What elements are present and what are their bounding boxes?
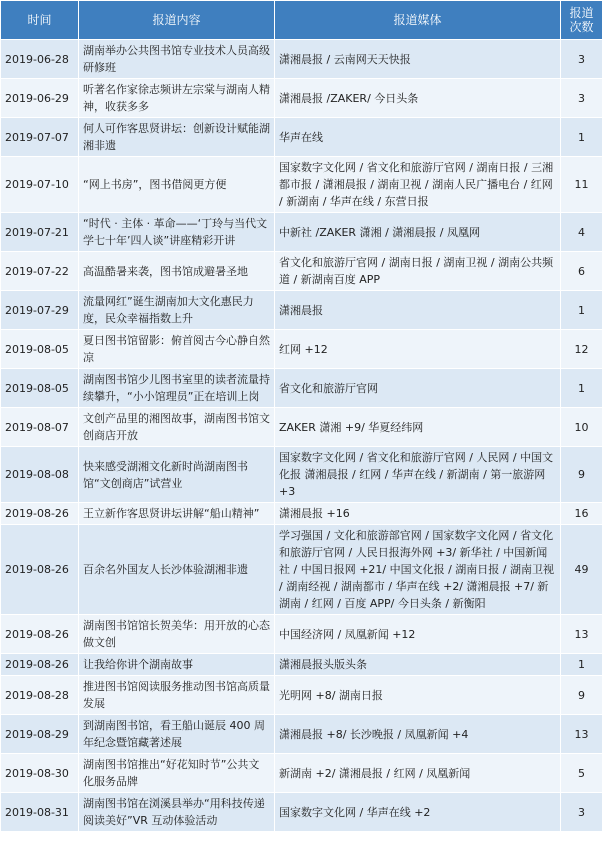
count-cell: 16 [561,503,602,525]
count-cell: 13 [561,615,602,654]
media-cell: ZAKER 潇湘 +9/ 华夏经纬网 [275,408,561,447]
media-cell: 潇湘晨报 /ZAKER/ 今日头条 [275,79,561,118]
count-cell: 1 [561,291,602,330]
count-cell: 12 [561,330,602,369]
date-cell: 2019-08-30 [1,754,79,793]
media-cell: 省文化和旅游厅官网 [275,369,561,408]
media-cell: 中国经济网 / 凤凰新闻 +12 [275,615,561,654]
table-row [1,157,602,213]
content-cell: 文创产品里的湘图故事，湖南图书馆文创商店开放 [79,408,275,447]
content-cell: 湖南图书馆馆长贺美华：用开放的心态做文创 [79,615,275,654]
count-cell: 5 [561,754,602,793]
table-row [1,676,602,715]
table-row [1,213,602,252]
date-cell: 2019-07-29 [1,291,79,330]
media-cell: 国家数字文化网 / 省文化和旅游厅官网 / 人民网 / 中国文化报 潇湘晨报 / 红网 / 华声在线 / 新湖南 / 第一旅游网 +3 [275,447,561,503]
content-cell: “时代 · 主体 · 革命——‘丁玲与当代文学七十年’四人谈”讲座精彩开讲 [79,213,275,252]
header-row [1,1,602,40]
date-cell: 2019-07-22 [1,252,79,291]
media-cell: 潇湘晨报 / 云南网天天快报 [275,40,561,79]
media-cell: 省文化和旅游厅官网 / 湖南日报 / 湖南卫视 / 湖南公共频道 / 新湖南百度 APP [275,252,561,291]
count-cell: 4 [561,213,602,252]
count-cell: 6 [561,252,602,291]
date-cell: 2019-08-26 [1,615,79,654]
date-cell: 2019-08-08 [1,447,79,503]
date-cell: 2019-08-31 [1,793,79,832]
content-cell: 湖南图书馆推出“好花知时节”公共文化服务品牌 [79,754,275,793]
header-count [561,1,602,40]
count-cell: 11 [561,157,602,213]
media-cell: 国家数字文化网 / 华声在线 +2 [275,793,561,832]
count-cell: 10 [561,408,602,447]
content-cell: 何人可作客思贤讲坛：创新设计赋能湖湘非遗 [79,118,275,157]
table-row [1,525,602,615]
date-cell: 2019-08-07 [1,408,79,447]
content-cell: 流量网红”诞生湖南加大文化惠民力度，民众幸福指数上升 [79,291,275,330]
media-cell: 红网 +12 [275,330,561,369]
count-cell: 9 [561,676,602,715]
content-cell: 百余名外国友人长沙体验湖湘非遗 [79,525,275,615]
header-count-label: 报道 次数 [569,6,594,34]
date-cell: 2019-07-07 [1,118,79,157]
table-row [1,408,602,447]
date-cell: 2019-07-10 [1,157,79,213]
count-cell: 1 [561,654,602,676]
media-cell: 潇湘晨报 +16 [275,503,561,525]
header-content: 报道内容 [79,1,275,40]
content-cell: 夏日图书馆留影：俯首阅古今心静自然凉 [79,330,275,369]
media-cell: 国家数字文化网 / 省文化和旅游厅官网 / 湖南日报 / 三湘都市报 / 潇湘晨报 / 湖南卫视 / 湖南人民广播电台 / 红网 / 新湖南 / 华声在线 / 东营日报 [275,157,561,213]
count-cell: 3 [561,793,602,832]
date-cell: 2019-07-21 [1,213,79,252]
date-cell: 2019-08-05 [1,369,79,408]
table-row [1,754,602,793]
header-date: 时间 [1,1,79,40]
content-cell: 快来感受湖湘文化新时尚湖南图书馆“文创商店”试营业 [79,447,275,503]
content-cell: 推进图书馆阅读服务推动图书馆高质量发展 [79,676,275,715]
content-cell: 到湖南图书馆，看王船山诞辰 400 周年纪念暨馆藏著述展 [79,715,275,754]
table-row [1,503,602,525]
date-cell: 2019-08-05 [1,330,79,369]
media-cell: 光明网 +8/ 湖南日报 [275,676,561,715]
table-row [1,252,602,291]
count-cell: 3 [561,40,602,79]
table-row [1,793,602,832]
table-row [1,715,602,754]
content-cell: 湖南图书馆少儿图书室里的读者流量持续攀升，“小小馆理员”正在培训上岗 [79,369,275,408]
table-row [1,291,602,330]
table-row [1,654,602,676]
table-row [1,369,602,408]
media-cell: 潇湘晨报 [275,291,561,330]
media-cell: 潇湘晨报头版头条 [275,654,561,676]
count-cell: 9 [561,447,602,503]
table-row [1,79,602,118]
date-cell: 2019-08-26 [1,503,79,525]
date-cell: 2019-06-29 [1,79,79,118]
content-cell: 王立新作客思贤讲坛讲解“船山精神” [79,503,275,525]
media-cell: 学习强国 / 文化和旅游部官网 / 国家数字文化网 / 省文化和旅游厅官网 / 人民日报海外网 +3/ 新华社 / 中国新闻社 / 中国日报网 +21/ 中国文化报 / 湖南日报 / 湖南卫视 / 湖南经视 / 湖南都市 / 华声在线 +2/ 潇湘晨报 +7/ 新湖南 / 红网 / 百度 APP/ 今日头条 / 新衡阳 [275,525,561,615]
date-cell: 2019-08-29 [1,715,79,754]
count-cell: 13 [561,715,602,754]
date-cell: 2019-08-28 [1,676,79,715]
media-cell: 潇湘晨报 +8/ 长沙晚报 / 凤凰新闻 +4 [275,715,561,754]
media-cell: 新湖南 +2/ 潇湘晨报 / 红网 / 凤凰新闻 [275,754,561,793]
media-cell: 中新社 /ZAKER 潇湘 / 潇湘晨报 / 凤凰网 [275,213,561,252]
content-cell: 高温酷暑来袭，图书馆成避暑圣地 [79,252,275,291]
table-row [1,40,602,79]
header-media: 报道媒体 [275,1,561,40]
media-cell: 华声在线 [275,118,561,157]
content-cell: 湖南图书馆在浏溪县举办“用科技传递阅读美好”VR 互动体验活动 [79,793,275,832]
date-cell: 2019-08-26 [1,654,79,676]
table-row [1,118,602,157]
content-cell: 让我给你讲个湖南故事 [79,654,275,676]
count-cell: 3 [561,79,602,118]
table-row [1,447,602,503]
count-cell: 49 [561,525,602,615]
content-cell: 听著名作家徐志频讲左宗棠与湖南人精神，收获多多 [79,79,275,118]
count-cell: 1 [561,369,602,408]
table-row [1,330,602,369]
date-cell: 2019-06-28 [1,40,79,79]
count-cell: 1 [561,118,602,157]
table-row [1,615,602,654]
content-cell: “网上书房”，图书借阅更方便 [79,157,275,213]
date-cell: 2019-08-26 [1,525,79,615]
content-cell: 湖南举办公共图书馆专业技术人员高级研修班 [79,40,275,79]
